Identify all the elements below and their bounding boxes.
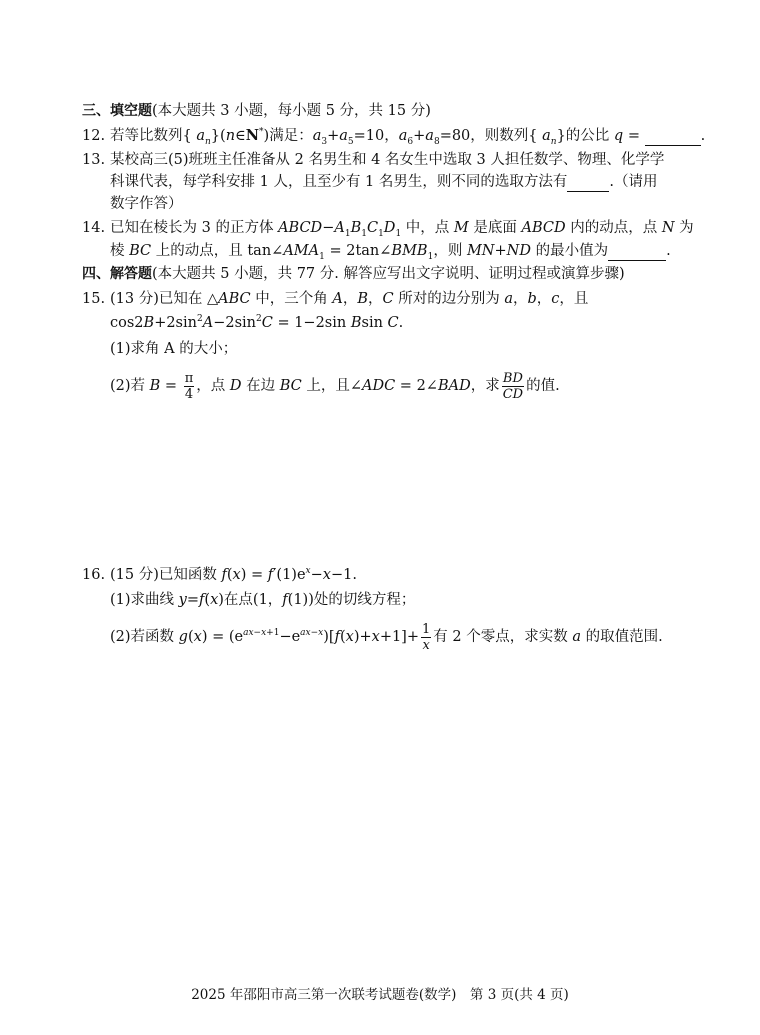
q13-answer-blank[interactable] bbox=[567, 175, 609, 192]
q16-number: 16. bbox=[82, 567, 106, 583]
q13-number: 13. bbox=[82, 152, 106, 168]
q13-line1: 某校高三(5)班班主任准备从 2 名男生和 4 名女生中选取 3 人担任数学、物理、化学学 bbox=[110, 152, 665, 168]
q12-answer-blank[interactable] bbox=[645, 129, 701, 146]
q12-text: 若等比数列{ $a_n\}(n\in N^*)$满足：$a_3+a_5=10$，$a_6+a_8=80$，则数列{ $a_n$}的公比 q = . bbox=[110, 127, 706, 147]
q15-line2: $\cos 2B+2\sin^2A-2\sin^2C = 1-2\sin$ Bsin C. bbox=[110, 314, 404, 331]
q15-part2: (2)若 B = $\frac{\pi}{4}$ ，点 D 在边 BC 上，且∠ADC = 2∠BAD，求 $\frac{BD}{CD}$ 的值. bbox=[110, 370, 560, 402]
q13-line2: 科课代表，每学科安排 1 人，且至少有 1 名男生，则不同的选取方法有 .（请用 bbox=[110, 174, 658, 190]
fraction-pi-over-4: $\frac{\pi}{4}$ bbox=[184, 370, 194, 402]
q14-answer-blank[interactable] bbox=[608, 244, 666, 261]
fraction-1-over-x: $\frac{1}{x}$ bbox=[422, 621, 431, 653]
q14-line1: 已知在棱长为 3 的正方体 $ABCD-A_1B_1C_1D_1$ 中，点 M 是底面 ABCD 内的动点，点 N 为 bbox=[110, 220, 694, 239]
q16-part2: (2)若函数 $g(x) = (e^{ax-x+1}-e^{ax-x})[f(x)+x+1]+$ $\frac{1}{x}$ 有 2 个零点，求实数 a 的取值范围. bbox=[110, 621, 663, 653]
section-4-heading bbox=[82, 264, 625, 284]
page-footer: 2025 年邵阳市高三第一次联考试题卷(数学) 第 3 页(共 4 页) bbox=[191, 987, 569, 1003]
section-3-heading bbox=[82, 101, 431, 121]
q12-number: 12. bbox=[82, 128, 106, 144]
q15-line1: (13 分)已知在 △ABC 中，三个角 A，B，C 所对的边分别为 a，b，c，且 bbox=[110, 291, 589, 307]
q14-number: 14. bbox=[82, 220, 106, 236]
q15-number: 15. bbox=[82, 291, 106, 307]
section-4-note: (本大题共 5 小题，共 77 分. 解答应写出文字说明、证明过程或演算步骤) bbox=[152, 266, 625, 282]
q16-part1: (1)求曲线 y=f(x)在点(1，f(1))处的切线方程； bbox=[110, 592, 416, 608]
q16-line1: (15 分)已知函数 $f(x) = f'(1)e^x-x-1$. bbox=[110, 566, 357, 583]
q15-part1: (1)求角 A 的大小； bbox=[110, 341, 238, 357]
q14-line2: 棱 BC 上的动点，且 $\tan\angle AMA_1$ = $2\tan\angle BMB_1$，则 MN+ND 的最小值为 . bbox=[110, 243, 671, 262]
q13-line3: 数字作答） bbox=[110, 196, 183, 212]
section-3-title: 三、填空题 bbox=[82, 103, 152, 119]
section-3-note: (本大题共 3 小题，每小题 5 分，共 15 分) bbox=[152, 103, 431, 119]
section-4-title: 四、解答题 bbox=[82, 266, 152, 282]
fraction-bd-over-cd: $\frac{BD}{CD}$ bbox=[502, 370, 524, 402]
